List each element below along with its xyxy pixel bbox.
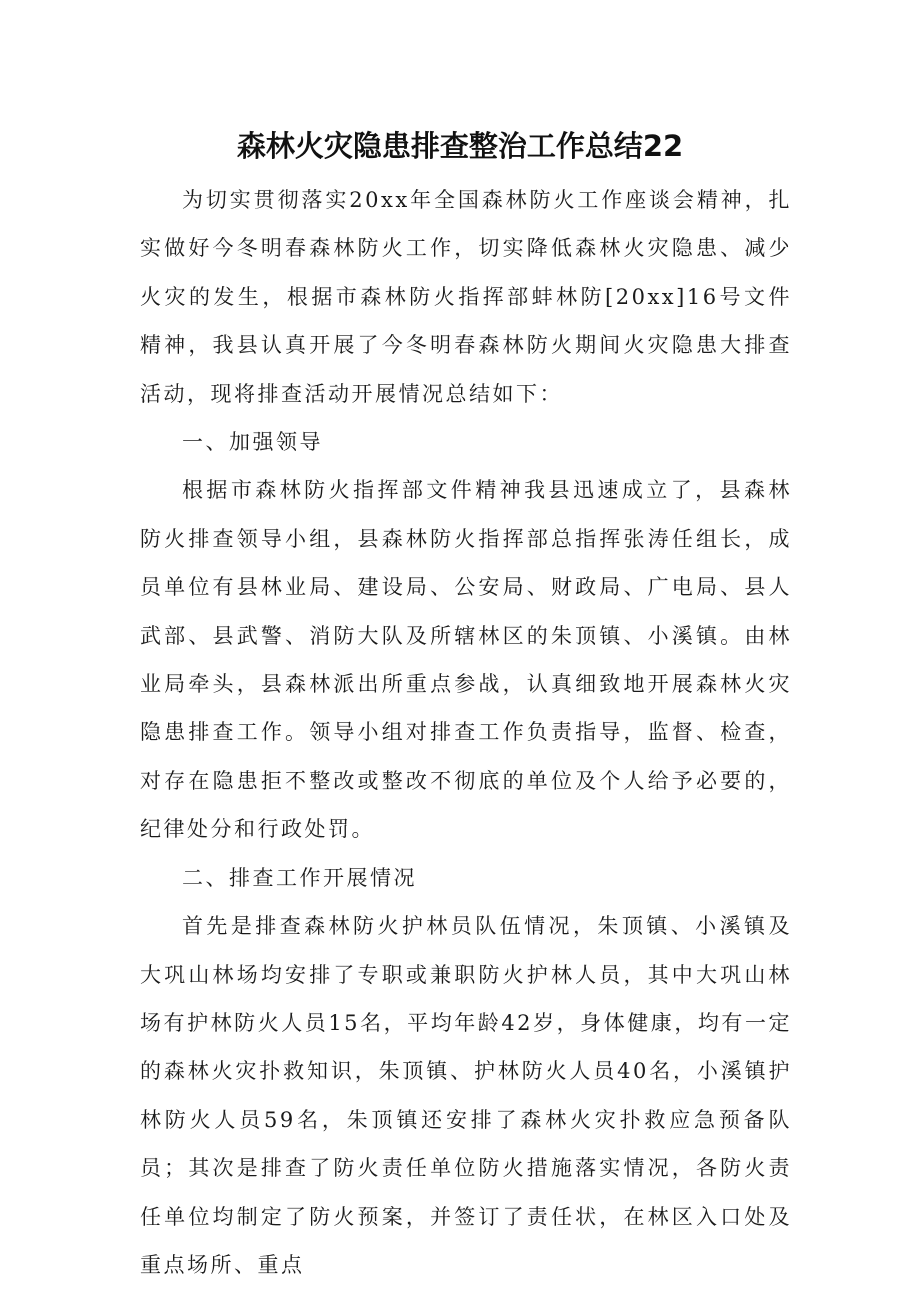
document-title: 森林火灾隐患排查整治工作总结22	[236, 129, 684, 163]
intro-paragraph: 为切实贯彻落实20xx年全国森林防火工作座谈会精神，扎实做好今冬明春森林防火工作，切实降低森林火灾隐患、减少火灾的发生，根据市森林防火指挥部蚌林防[20xx]16号文件精神，我县认真开展了今冬明春森林防火期间火灾隐患大排查活动，现将排查活动开展情况总结如下：	[140, 188, 792, 406]
leadership-paragraph: 根据市森林防火指挥部文件精神我县迅速成立了，县森林防火排查领导小组，县森林防火指挥部总指挥张涛任组长，成员单位有县林业局、建设局、公安局、财政局、广电局、县人武部、县武警、消防大队及所辖林区的朱顶镇、小溪镇。由林业局牵头，县森林派出所重点参战，认真细致地开展森林火灾隐患排查工作。领导小组对排查工作负责指导，监督、检查，对存在隐患拒不整改或整改不彻底的单位及个人给予必要的，纪律处分和行政处罚。	[140, 478, 792, 842]
document-body	[140, 176, 792, 1289]
section-heading-inspection: 二、排查工作开展情况	[182, 865, 417, 890]
inspection-paragraph: 首先是排查森林防火护林员队伍情况，朱顶镇、小溪镇及大巩山林场均安排了专职或兼职防火护林人员，其中大巩山林场有护林防火人员15名，平均年龄42岁，身体健康，均有一定的森林火灾扑救知识，朱顶镇、护林防火人员40名，小溪镇护林防火人员59名，朱顶镇还安排了森林火灾扑救应急预备队员；其次是排查了防火责任单位防火措施落实情况，各防火责任单位均制定了防火预案，并签订了责任状，在林区入口处及重点场所、重点	[140, 914, 792, 1277]
section-heading-leadership: 一、加强领导	[182, 430, 323, 455]
